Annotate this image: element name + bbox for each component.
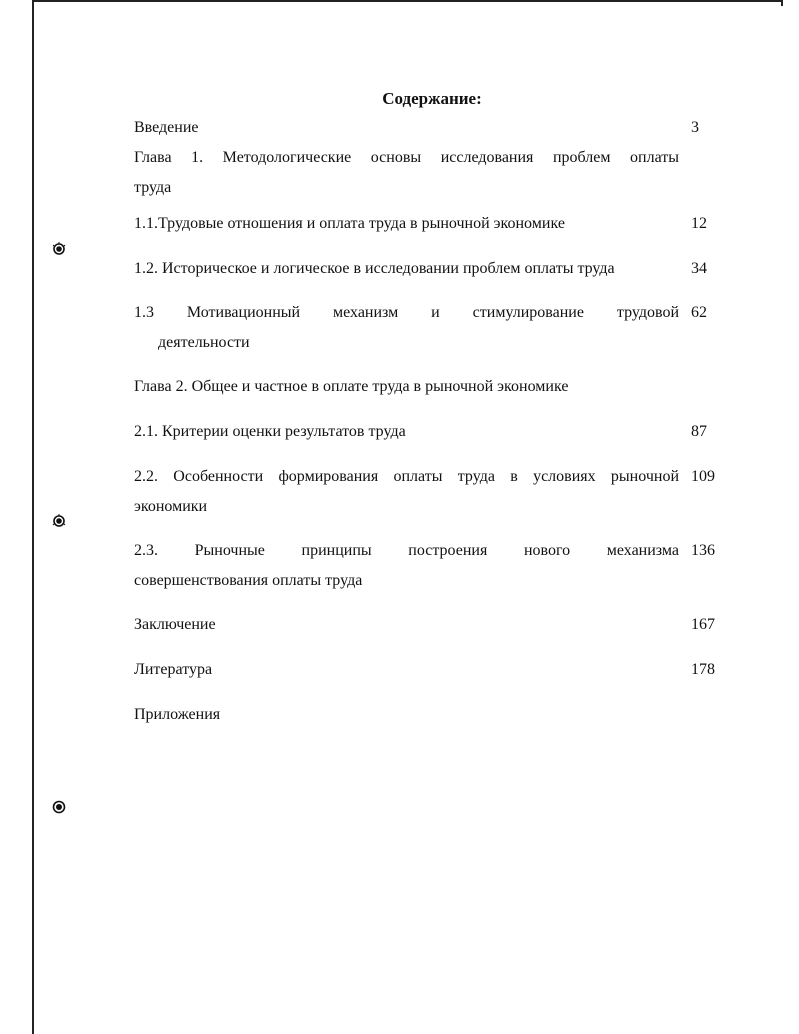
toc-entry-2-1 xyxy=(134,417,679,447)
toc-entry-appendices xyxy=(134,700,679,730)
toc-entry-text: Приложения xyxy=(134,706,221,723)
toc-page-number: 167 xyxy=(691,616,715,633)
toc-entry-text: 1.3 Мотивационный механизм и стимулирование трудовой xyxy=(134,304,679,321)
toc-entry-text-continued: совершенствования оплаты труда xyxy=(134,572,363,589)
toc-entry-text: 1.1.Трудовые отношения и оплата труда в рыночной экономике xyxy=(134,215,565,232)
toc-entry-1-1 xyxy=(134,209,679,239)
toc-page-number: 3 xyxy=(691,119,699,136)
binder-hole-icon xyxy=(52,800,66,814)
toc-page-number: 34 xyxy=(691,260,707,277)
toc-page-number: 136 xyxy=(691,542,715,559)
toc-entry-2-2 xyxy=(134,462,679,522)
toc-entry-1-3 xyxy=(134,298,679,358)
toc-entry-text-continued: деятельности xyxy=(158,334,250,351)
toc-entry-introduction xyxy=(134,113,679,143)
toc-entry-text: Введение xyxy=(134,119,199,136)
binder-hole-icon xyxy=(52,514,66,528)
toc-entry-text: Глава 2. Общее и частное в оплате труда в рыночной экономике xyxy=(134,378,569,395)
toc-entry-text: Глава 1. Методологические основы исследования проблем оплаты xyxy=(134,149,679,166)
scan-border-top xyxy=(33,0,783,2)
page-title: Содержание: xyxy=(382,89,482,108)
toc-page-number: 109 xyxy=(691,468,715,485)
toc-entry-2-3 xyxy=(134,536,679,596)
scan-border-left xyxy=(32,0,34,1034)
scan-border-tick xyxy=(781,0,783,6)
toc-entry-chapter-2 xyxy=(134,372,679,402)
toc-entry-text: Литература xyxy=(134,661,213,678)
toc-entry-text: Заключение xyxy=(134,616,216,633)
toc-page-number: 12 xyxy=(691,215,707,232)
toc-entry-text: 1.2. Историческое и логическое в исследовании проблем оплаты труда xyxy=(134,260,615,277)
toc-entry-text: 2.1. Критерии оценки результатов труда xyxy=(134,423,406,440)
toc-entry-text: 2.2. Особенности формирования оплаты труда в условиях рыночной xyxy=(134,468,679,485)
toc-page-number: 62 xyxy=(691,304,707,321)
toc-entry-text: 2.3. Рыночные принципы построения нового механизма xyxy=(134,542,679,559)
toc-entry-references xyxy=(134,655,679,685)
toc-entry-chapter-1 xyxy=(134,143,679,203)
toc-entry-text-continued: труда xyxy=(134,179,172,196)
toc-page-number: 87 xyxy=(691,423,707,440)
toc-entry-conclusion xyxy=(134,610,679,640)
toc-entry-text-continued: экономики xyxy=(134,498,208,515)
toc-page-number: 178 xyxy=(691,661,715,678)
toc-entry-1-2 xyxy=(134,254,679,284)
binder-hole-icon xyxy=(52,242,66,256)
